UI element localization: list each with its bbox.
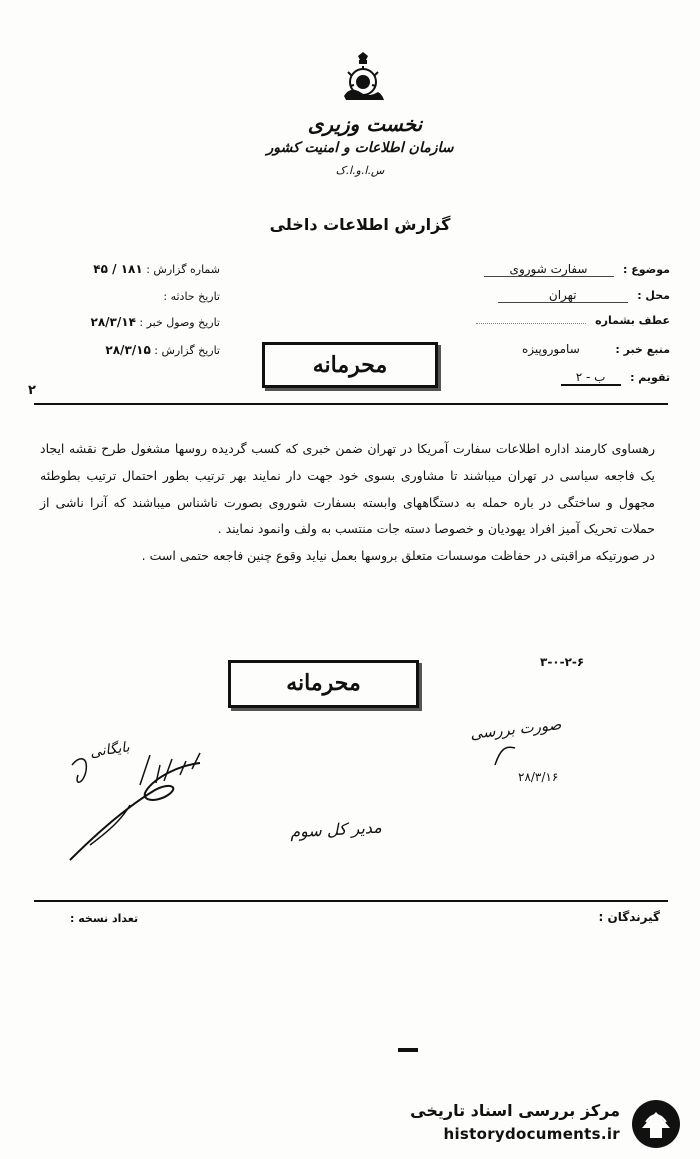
evaluation-label: تقویم :: [630, 371, 670, 384]
archive-url: historydocuments.ir: [443, 1125, 620, 1143]
footer-divider: [34, 900, 668, 902]
signature-mark-icon: [490, 740, 520, 770]
report-date-value: ۲۸/۳/۱۵: [105, 343, 151, 357]
body-paragraph-1: رهساوی کارمند اداره اطلاعات سفارت آمریکا در تهران ضمن خبری که کسب گردیده روسها مشغول طرح نقشه ایجاد یک فاجعه سیاسی در تهران میباشند تا مشاوری بسوی خود جهت دار نمایند بهر ترتیب بطور احتمال ترتیب بطوطئه مجهول و ساختگی در باره حمله به دستگاههای وابسته بسفارت شوروی بصورت ناشناس میباشند که آنرا ناشی از حملات تحریک آمیز افراد یهودیان و خصوصا دسته جات منتسب به ولف وانمود نمایند .: [40, 441, 655, 537]
received-date-value: ۲۸/۳/۱۴: [90, 315, 136, 329]
confidential-stamp-bottom: محرمانه: [228, 660, 419, 708]
subject-value: سفارت شوروی: [484, 262, 614, 277]
archive-name: مرکز بررسی اسناد تاریخی: [410, 1101, 620, 1120]
place-field: [498, 288, 670, 303]
signature-center: مدیر کل سوم: [289, 817, 383, 842]
evaluation-field: [561, 370, 670, 386]
document-number: ۳-۰-۲-۶: [540, 655, 585, 669]
report-number-label: شماره گزارش :: [146, 263, 220, 276]
place-label: محل :: [637, 289, 670, 302]
event-date-label: تاریخ حادثه :: [163, 290, 220, 303]
subject-field: [484, 262, 670, 277]
source-value: ساموروپیزه: [521, 342, 580, 356]
signature-left: بایگانی: [89, 739, 131, 761]
source-label: منبع خبر :: [615, 343, 670, 356]
ministry-heading: نخست وزیری: [307, 112, 423, 136]
copies-label: تعداد نسخه :: [70, 912, 139, 925]
signature-right-date: ۲۸/۳/۱۶: [518, 770, 559, 784]
evaluation-value: ب - ۲: [561, 370, 621, 386]
report-body: [40, 436, 655, 570]
scan-mark: [398, 1048, 418, 1052]
confidential-stamp-top: محرمانه: [262, 342, 438, 388]
lion-and-sun-emblem-icon: [338, 52, 388, 106]
signature-right: صورت بررسی: [469, 715, 563, 743]
reference-label: عطف بشماره: [595, 314, 670, 327]
event-date-field: [20, 289, 220, 303]
body-paragraph-2: در صورتیکه مراقبتی در حفاظت موسسات متعلق بروسها بعمل نیاید وقوع چنین فاجعه حتمی است .: [141, 548, 655, 564]
margin-mark: ۲: [28, 383, 36, 398]
subject-label: موضوع :: [623, 263, 670, 276]
source-field: [496, 342, 670, 356]
received-date-label: تاریخ وصول خبر :: [139, 316, 220, 329]
handwritten-scribble-icon: [60, 735, 230, 870]
reference-field: [476, 314, 670, 327]
organization-code: س.ا.و.ا.ک: [335, 164, 385, 177]
report-number-value: ۱۸۱ / ۴۵: [93, 262, 143, 276]
header-divider: [34, 403, 668, 405]
organization-heading: سازمان اطلاعات و امنیت کشور: [266, 140, 454, 156]
report-date-label: تاریخ گزارش :: [154, 344, 220, 357]
report-number-field: [20, 262, 220, 276]
recipients-label: گیرندگان :: [598, 910, 660, 924]
document-title: گزارش اطلاعات داخلی: [269, 215, 451, 234]
reference-value: [476, 323, 586, 324]
place-value: تهران: [498, 288, 628, 303]
received-date-field: [10, 315, 220, 329]
report-date-field: [20, 343, 220, 357]
archive-logo-icon: [630, 1098, 682, 1150]
